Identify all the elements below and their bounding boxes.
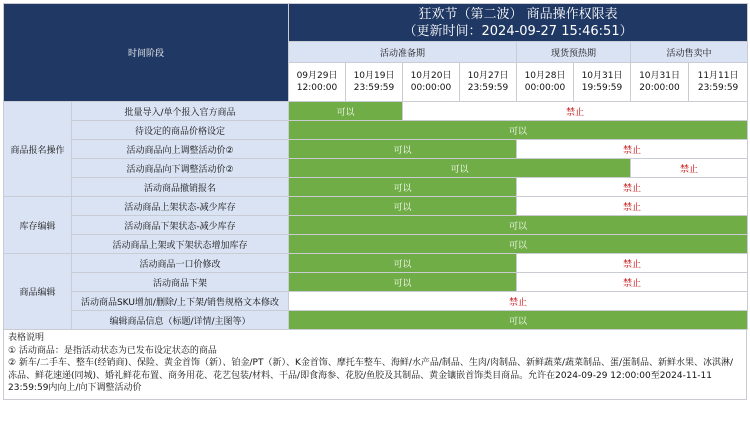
row-label: 活动商品一口价修改: [72, 254, 289, 273]
stage-preparation: 活动准备期: [289, 42, 517, 63]
row-label: 活动商品下架状态-减少库存: [72, 216, 289, 235]
date-col-7: 10月31日 20:00:00: [631, 63, 689, 102]
cell-allowed: 可以: [289, 254, 517, 273]
cell-forbidden: 禁止: [289, 292, 748, 311]
date-col-3: 10月20日 00:00:00: [403, 63, 460, 102]
sheet-title: [289, 4, 748, 42]
note-2: ② 新车/二手车、整车(经销商)、保险、黄金首饰（新）、铂金/PT（新）、K金首饰、摩托车整车、海鲜/水产品/制品、生肉/肉制品、新鲜蔬菜/蔬菜制品、蛋/蛋制品、新鲜水果、冰淇淋/冻品、鲜花速递(同城)、婚礼鲜花布置、商务用花、花艺包装/材料、干品/即食海参、花胶/鱼胶及其制品、黄金镶嵌首饰类目商品。允许在2024-09-29 12:00:00至2024-11-11 23:59:59内向上/向下调整活动价: [8, 358, 734, 393]
row-label: 批量导入/单个报入官方商品: [72, 102, 289, 121]
cell-forbidden: 禁止: [631, 159, 748, 178]
title-line-1: 狂欢节（第二波） 商品操作权限表: [418, 6, 618, 22]
group-stock: 库存编辑: [4, 197, 72, 254]
cell-allowed: 可以: [289, 159, 631, 178]
time-stage-header: 时间阶段: [4, 4, 289, 102]
row-label: 活动商品下架: [72, 273, 289, 292]
cell-allowed: 可以: [289, 235, 748, 254]
title-line-2: （更新时间：2024-09-27 15:46:51）: [403, 23, 633, 39]
cell-forbidden: 禁止: [517, 178, 748, 197]
date-col-5: 10月28日 00:00:00: [517, 63, 574, 102]
date-col-2: 10月19日 23:59:59: [346, 63, 403, 102]
stage-warmup: 现货预热期: [517, 42, 631, 63]
notes-heading: 表格说明: [8, 333, 45, 343]
cell-allowed: 可以: [289, 273, 517, 292]
cell-forbidden: 禁止: [517, 197, 748, 216]
row-label: 活动商品SKU增加/删除/上下架/销售规格文本修改: [72, 292, 289, 311]
table-notes: [3, 330, 747, 400]
cell-allowed: 可以: [289, 197, 517, 216]
date-col-6: 10月31日 19:59:59: [574, 63, 631, 102]
cell-allowed: 可以: [289, 216, 748, 235]
permission-table: [3, 3, 748, 330]
group-signup: 商品报名操作: [4, 102, 72, 197]
row-label: 活动商品上架状态-减少库存: [72, 197, 289, 216]
cell-allowed: 可以: [289, 140, 517, 159]
row-label: 编辑商品信息（标题/详情/主图等）: [72, 311, 289, 330]
note-1: ① 活动商品：是指活动状态为已发布设定状态的商品: [8, 345, 217, 356]
row-label: 待设定的商品价格设定: [72, 121, 289, 140]
row-label: 活动商品撤销报名: [72, 178, 289, 197]
row-label: 活动商品向下调整活动价②: [72, 159, 289, 178]
date-col-1: 09月29日 12:00:00: [289, 63, 346, 102]
permission-sheet: [3, 3, 747, 400]
date-col-4: 10月27日 23:59:59: [460, 63, 517, 102]
stage-selling: 活动售卖中: [631, 42, 748, 63]
cell-forbidden: 禁止: [517, 140, 748, 159]
cell-forbidden: 禁止: [403, 102, 748, 121]
row-label: 活动商品向上调整活动价②: [72, 140, 289, 159]
date-col-8: 11月11日 23:59:59: [689, 63, 748, 102]
cell-forbidden: 禁止: [517, 273, 748, 292]
cell-allowed: 可以: [289, 178, 517, 197]
row-label: 活动商品上架或下架状态增加库存: [72, 235, 289, 254]
group-edit: 商品编辑: [4, 254, 72, 330]
cell-allowed: 可以: [289, 311, 748, 330]
cell-allowed: 可以: [289, 121, 748, 140]
cell-forbidden: 禁止: [517, 254, 748, 273]
cell-allowed: 可以: [289, 102, 403, 121]
